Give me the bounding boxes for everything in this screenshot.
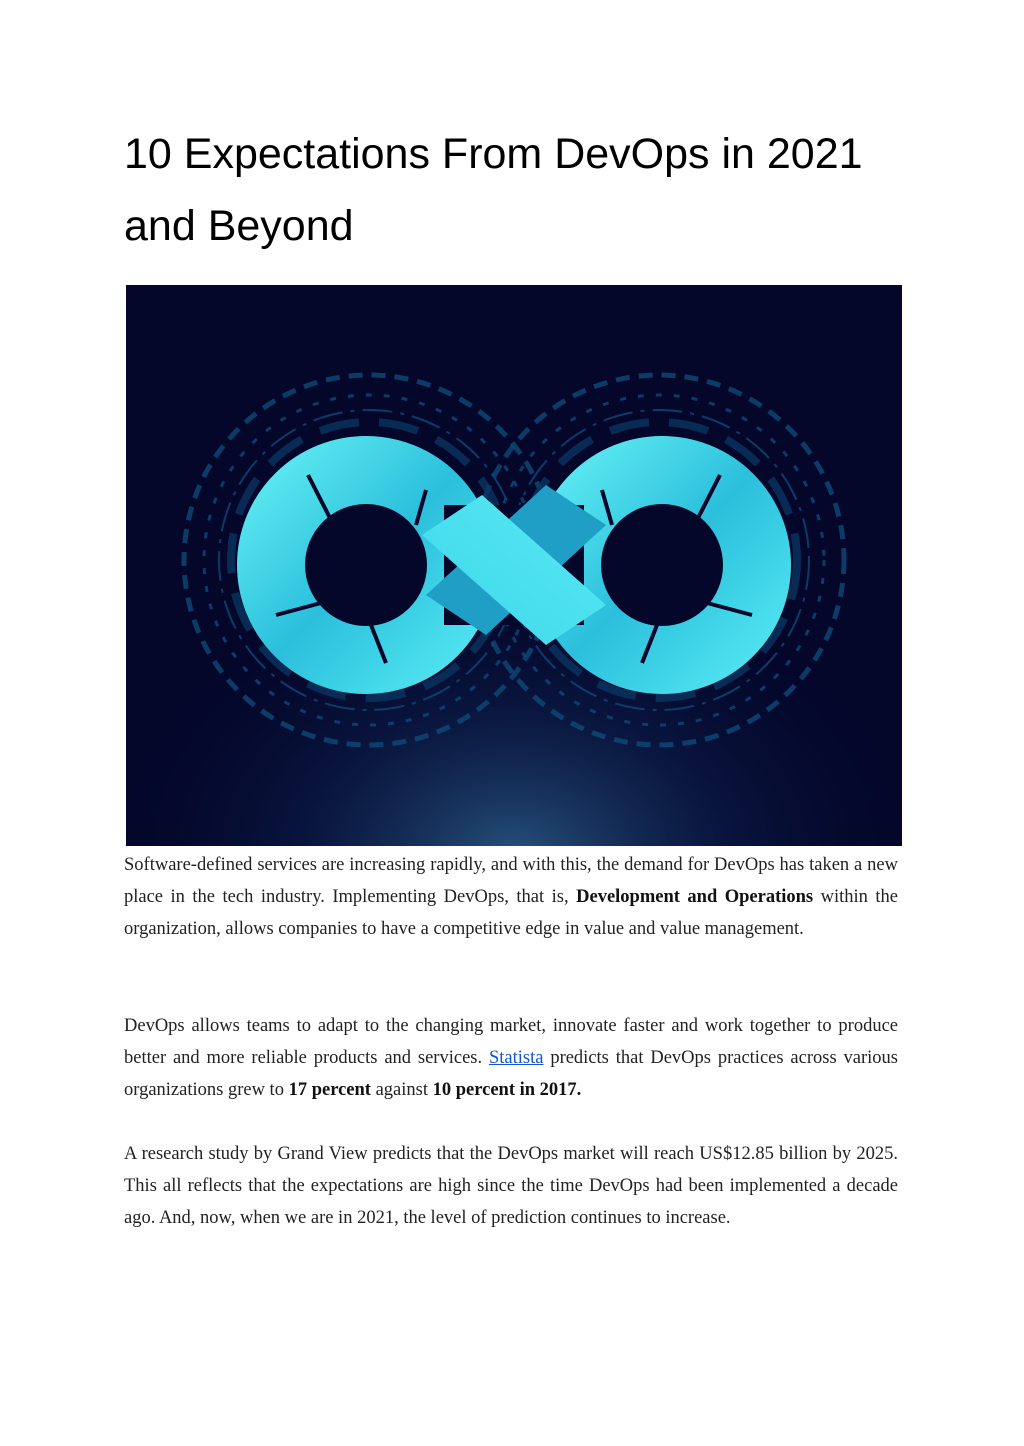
paragraph-text: predicts that DevOps practices across various organizations grew to [124, 1048, 898, 1101]
paragraph-statista [124, 1010, 898, 1107]
statista-link[interactable]: Statista [488, 1048, 544, 1069]
paragraph-text: against [370, 1080, 433, 1101]
bold-stat: 10 percent in 2017. [432, 1080, 582, 1101]
devops-infinity-hero-image [126, 285, 902, 846]
paragraph-text: Software-defined services are increasing rapidly, and with this, the demand for DevOps has taken a new place in the tech industry. Implementing DevOps, that is, [124, 855, 898, 908]
paragraph-text: DevOps allows teams to adapt to the changing market, innovate faster and work together to produce better and more reliable products and services. [124, 1016, 898, 1069]
paragraph-grand-view [124, 1138, 898, 1235]
article-title: 10 Expectations From DevOps in 2021 and Beyond [124, 130, 863, 250]
bold-term: Development and Operations [576, 887, 814, 908]
paragraph-intro [124, 849, 898, 946]
bold-stat: 17 percent [288, 1080, 371, 1101]
paragraph-text: within the organization, allows companies to have a competitive edge in value and value management. [124, 887, 899, 940]
paragraph-text: A research study by Grand View predicts that the DevOps market will reach US$12.85 billion by 2025. This all reflects that the expectations are high since the time DevOps had been implemented a decade ago. And, now, when we are in 2021, the level of prediction continues to increase. [124, 1144, 898, 1229]
